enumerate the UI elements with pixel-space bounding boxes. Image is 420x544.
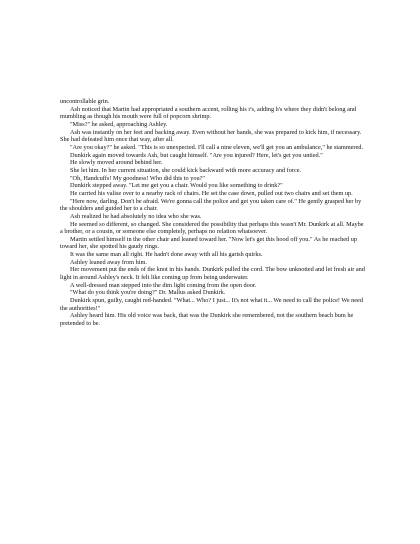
paragraph-11: He carried his valise over to a nearby rack of chairs. He set the case down, pulled out two chairs and set them up. xyxy=(70,189,353,197)
paragraph-9: "Oh, Handcuffs! My goodness! Who did this to you?" xyxy=(70,174,205,182)
paragraph-7: He slowly moved around behind her. xyxy=(70,159,163,167)
paragraph-20: "What do you think you're doing?" Dr. Mallus asked Dunkirk. xyxy=(70,289,226,297)
paragraph-12: "Here now, darling. Don't be afraid. We're gonna call the police and get you taken care of." He gently grasped her by the shoulders and guided her to a chair. xyxy=(60,197,362,213)
paragraph-18: Her movement put the ends of the knot in his hands. Dunkirk pulled the cord. The bow unknotted and let fresh air and light in around Ashley's neck. It felt like coming up from being underwater. xyxy=(60,266,365,282)
paragraph-21: Dunkirk spun, guilty, caught red-handed. "What... Who? I just... It's not what it... We need to call the police! We need the authorities!" xyxy=(60,297,363,312)
paragraph-5: "Are you okay?" he asked. "This is so unexpected. I'll call a nine eleven, we'll get you an ambulance," he stammered. xyxy=(70,143,363,151)
paragraph-1: uncontrollable grin. xyxy=(60,98,110,105)
paragraph-16: It was the same man all right. He hadn't done away with all his garish quirks. xyxy=(70,251,263,259)
paragraph-19: A well-dressed man stepped into the dim light coming from the open door. xyxy=(70,281,257,289)
paragraph-14: He seemed so different, so changed. She considered the possibility that perhaps this wasn't Mr. Dunkirk at all. Maybe a brother, or a cousin, or someone else completely, perhaps no relation whatsoever. xyxy=(60,220,364,236)
paragraph-3: "Miss?" he asked, approaching Ashley. xyxy=(70,120,168,128)
paragraph-4: Ash was instantly on her feet and backing away. Even without her hands, she was prepared to kick him, if necessary. She had defeated him once that way, after all. xyxy=(60,128,362,144)
paragraph-10: Dunkirk stepped away. "Let me get you a chair. Would you like something to drink?" xyxy=(70,182,283,190)
paragraph-6: Dunkirk again moved towards Ash, but caught himself. "Are you injured? Here, let's get you untied." xyxy=(70,151,323,159)
paragraph-13: Ash realized he had absolutely no idea who she was. xyxy=(70,212,202,220)
document-page xyxy=(60,98,365,328)
paragraph-2: Ash noticed that Martin had appropriated a southern accent, rolling his r's, adding h's where they didn't belong and mumbling as though his mouth were full of popcorn shrimp. xyxy=(60,105,357,121)
paragraph-15: Martin settled himself in the other chair and leaned toward her. "Now let's get this hood off you." As he reached up toward her, she spotted his gaudy rings. xyxy=(60,235,357,251)
paragraph-22: Ashley heard him. His old voice was back, that was the Dunkirk she remembered, not the southern beach bum he pretended to be. xyxy=(60,312,354,328)
paragraph-17: Ashley leaned away from him. xyxy=(70,258,147,266)
paragraph-8: She let him. In her current situation, she could kick backward with more accuracy and force. xyxy=(70,166,302,174)
